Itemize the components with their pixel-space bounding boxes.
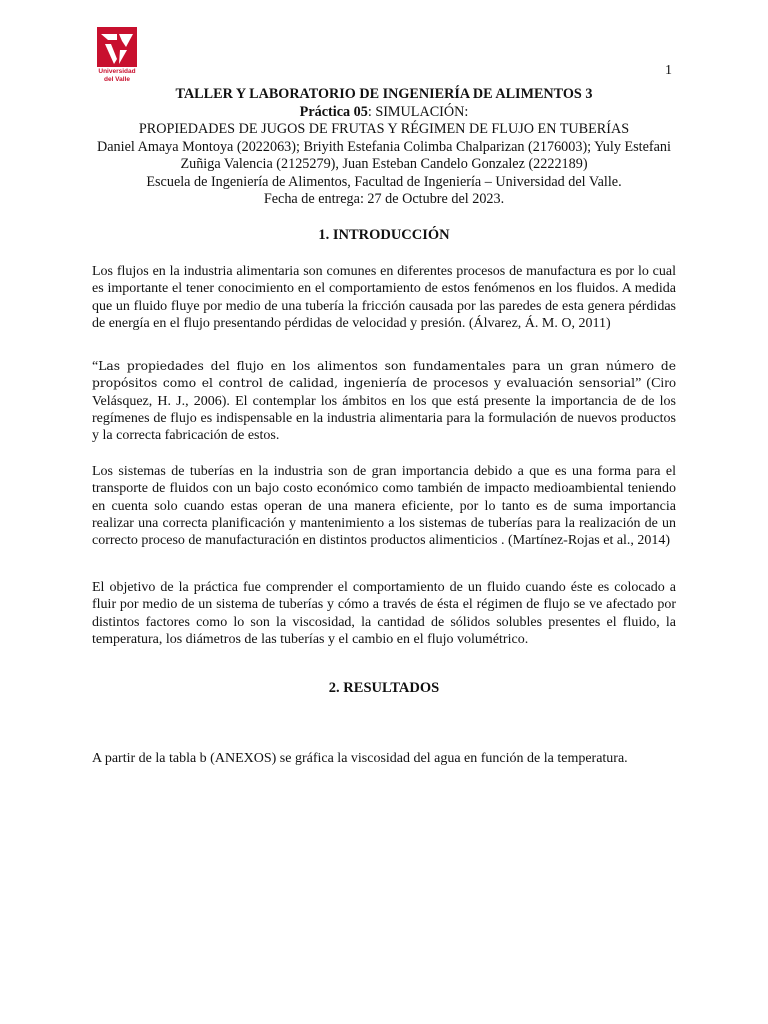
quoted-text: Las propiedades del flujo en los alimentos son fundamentales para un gran número de propósitos como el control de calidad, ingeniería de procesos y evaluación sensorial: [92, 359, 676, 391]
delivery-date: Fecha de entrega: 27 de Octubre del 2023.: [263, 191, 505, 207]
university-logo: [97, 27, 137, 83]
paragraph-results-1: A partir de la tabla b (ANEXOS) se gráfica la viscosidad del agua en función de la temperatura.: [92, 751, 628, 766]
paragraph-intro-1: Los flujos en la industria alimentaria son comunes en diferentes procesos de manufactura es por lo cual es importante el tener conocimiento en el comportamiento de estos fenómenos en los fluidos. A medida que un fluido fluye por medio de una tubería la fricción causada por las paredes de esta genera pérdidas de energía en el flujo presentando pérdidas de velocidad y presión. (Álvarez, Á. M. O, 2011): [92, 264, 676, 331]
authors: Daniel Amaya Montoya (2022063); Briyith Estefania Colimba Chalparizan (2176003); Yuly Estefani Zuñiga Valencia (2125279), Juan Esteban Candelo Gonzalez (2222189): [97, 138, 671, 172]
logo-text-line2: del Valle: [103, 76, 131, 83]
paragraph-intro-3: Los sistemas de tuberías en la industria son de gran importancia debido a que es una forma para el transporte de fluidos con un bajo costo económico como también de impacto medioambiental teniendo en cuenta solo cuando estas operan de una manera eficiente, por lo tanto es de suma importancia realizar una correcta planificación y mantenimiento a los sistemas de tuberías para la realización de un correcto proceso de manufacturación en distintos productos alimenticios . (Martínez-Rojas et al., 2014): [92, 464, 676, 549]
practice-label: Práctica 05: [299, 103, 368, 120]
document-subtitle: PROPIEDADES DE JUGOS DE FRUTAS Y RÉGIMEN DE FLUJO EN TUBERÍAS: [138, 121, 630, 137]
document-title: TALLER Y LABORATORIO DE INGENIERÍA DE ALIMENTOS 3: [175, 86, 593, 102]
quote-citation: ” (Ciro Velásquez, H. J., 2006). El contemplar los ámbitos en los que está presente la importancia de de los regímenes de flujo es indispensable en la industria alimentaria para la formulación de nuevos productos y la correcta fabricación de estos.: [92, 376, 676, 444]
practice-line: [92, 104, 676, 122]
section-heading-introduction: 1. INTRODUCCIÓN: [318, 227, 450, 243]
logo-emblem-icon: [97, 27, 137, 67]
section-heading-results: 2. RESULTADOS: [328, 680, 440, 696]
page-number: 1: [665, 63, 672, 78]
paragraph-intro-2: [92, 358, 676, 444]
institution: Escuela de Ingeniería de Alimentos, Facultad de Ingeniería – Universidad del Valle.: [146, 173, 622, 190]
quote-open-mark: “: [92, 359, 99, 374]
practice-name: : SIMULACIÓN:: [367, 103, 469, 120]
logo-text-line1: Universidad: [98, 68, 136, 75]
paragraph-intro-4: El objetivo de la práctica fue comprender el comportamiento de un fluido cuando éste es colocado a fluir por medio de un sistema de tuberías y cómo a través de ésta el régimen de flujo se ve afectado por distintos factores como lo son la viscosidad, la cantidad de sólidos solubles presentes el fluido, la temperatura, los diámetros de las tuberías y el cambio en el flujo volumétrico.: [92, 580, 676, 647]
document-header: [92, 86, 676, 209]
